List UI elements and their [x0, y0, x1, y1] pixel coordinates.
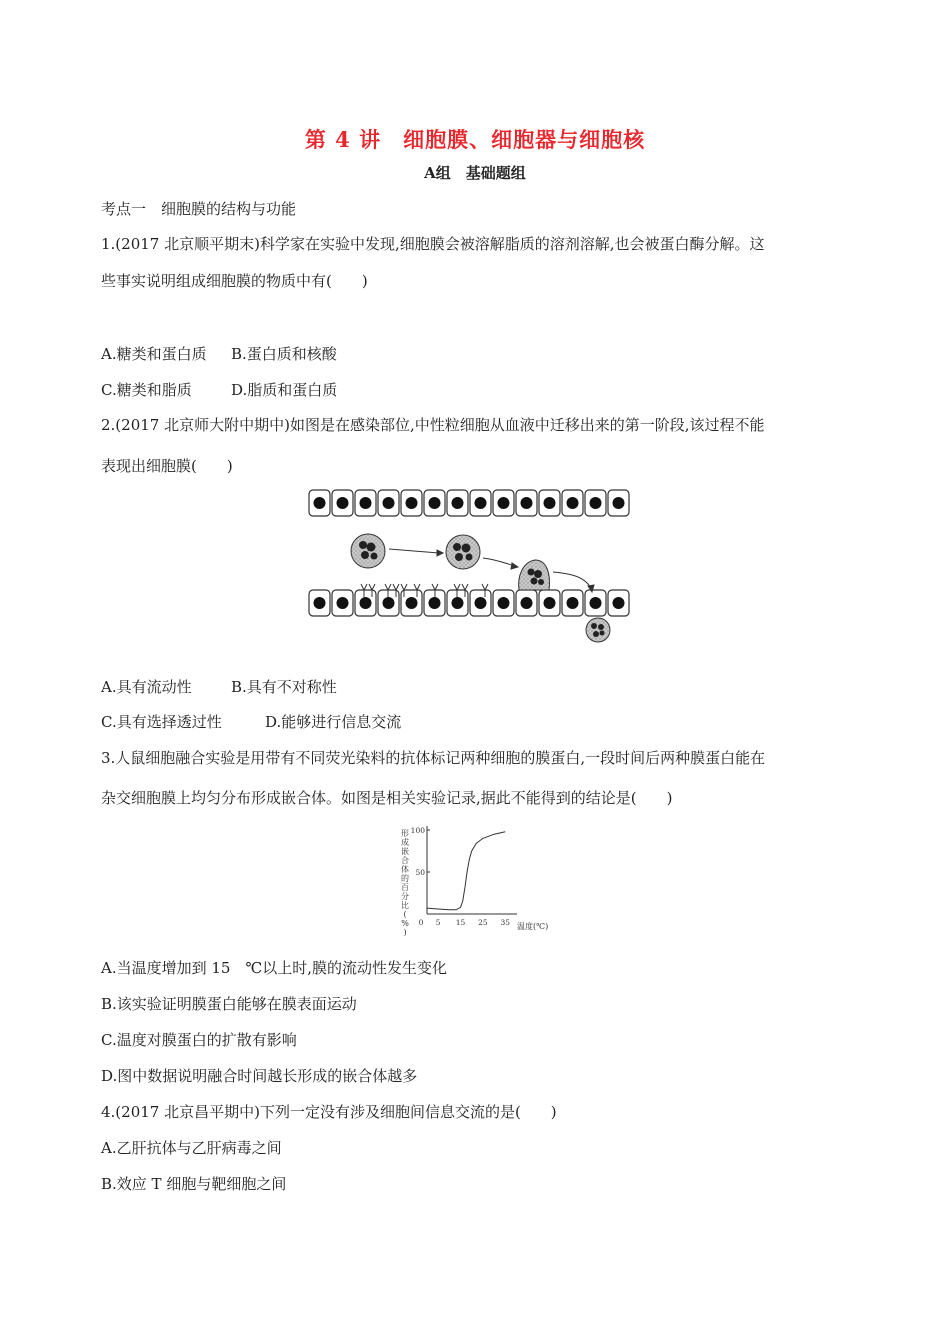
q4-stem: 4.(2017 北京昌平期中)下列一定没有涉及细胞间信息交流的是( ): [101, 1103, 557, 1121]
lower-cell-layer: [309, 590, 629, 616]
y-axis-label-char: 合: [401, 856, 409, 865]
q3-option-b: B.该实验证明膜蛋白能够在膜表面运动: [101, 995, 357, 1013]
cell-nucleus: [360, 497, 372, 509]
neutrophil-2: [446, 535, 480, 569]
group-title: A组 基础题组: [424, 164, 526, 182]
y-axis-label-char: 百: [401, 883, 409, 892]
cell-nucleus: [521, 597, 533, 609]
cell-nucleus: [337, 597, 349, 609]
q4-option-b: B.效应 T 细胞与靶细胞之间: [101, 1175, 287, 1193]
cell-nucleus: [544, 497, 556, 509]
q2-option-a: A.具有流动性: [101, 678, 192, 696]
cell-nucleus: [314, 597, 326, 609]
cell-nucleus: [314, 497, 326, 509]
cell-nucleus: [475, 597, 487, 609]
q1-option-b: B.蛋白质和核酸: [231, 345, 337, 363]
upper-cell-layer: [309, 490, 629, 516]
cell-nucleus: [406, 597, 418, 609]
y-axis-label: [401, 829, 409, 936]
cell-nucleus: [567, 497, 579, 509]
y-axis-label-char: 分: [401, 892, 409, 901]
section-heading: 考点一 细胞膜的结构与功能: [101, 200, 297, 218]
q1-option-d: D.脂质和蛋白质: [231, 381, 338, 399]
cell-nucleus: [498, 497, 510, 509]
y-tick-label: 50: [415, 868, 425, 877]
neutrophil-migration-figure: [307, 486, 643, 646]
cell-nucleus: [337, 497, 349, 509]
cell-nucleus: [475, 497, 487, 509]
q3-stem-line2: 杂交细胞膜上均匀分布形成嵌合体。如图是相关实验记录,据此不能得到的结论是( ): [101, 789, 673, 807]
q1-stem-line1: 1.(2017 北京顺平期末)科学家在实验中发现,细胞膜会被溶解脂质的溶剂溶解,也会被蛋白酶分解。这: [101, 235, 765, 253]
cell-nucleus: [613, 497, 625, 509]
q2-option-b: B.具有不对称性: [231, 678, 337, 696]
q3-option-c: C.温度对膜蛋白的扩散有影响: [101, 1031, 297, 1049]
fusion-chart: [387, 818, 557, 936]
cell-nucleus: [590, 497, 602, 509]
cell-nucleus: [360, 597, 372, 609]
neutrophil-1: [351, 534, 385, 568]
x-tick-label: 5: [435, 918, 441, 927]
cell-nucleus: [452, 597, 464, 609]
q4-option-a: A.乙肝抗体与乙肝病毒之间: [101, 1139, 282, 1157]
q2-stem-line2: 表现出细胞膜( ): [101, 457, 233, 475]
x-tick-label: 15: [455, 918, 466, 927]
q1-option-a: A.糖类和蛋白质: [101, 345, 207, 363]
q2-option-c: C.具有选择透过性: [101, 713, 222, 731]
y-axis-label-char: %: [401, 919, 409, 928]
q1-stem-line2: 些事实说明组成细胞膜的物质中有( ): [101, 272, 368, 290]
y-axis-label-char: 嵌: [401, 847, 409, 856]
y-axis-label-char: ): [403, 928, 407, 936]
y-axis-label-char: 的: [401, 874, 409, 883]
q2-stem-line1: 2.(2017 北京师大附中期中)如图是在感染部位,中性粒细胞从血液中迁移出来的第一阶段,该过程不能: [101, 416, 765, 434]
cell-nucleus: [452, 497, 464, 509]
q2-option-d: D.能够进行信息交流: [265, 713, 402, 731]
neutrophil-4-exited: [586, 618, 610, 642]
cell-nucleus: [383, 597, 395, 609]
cell-nucleus: [406, 497, 418, 509]
q1-option-c: C.糖类和脂质: [101, 381, 192, 399]
x-tick-label: 35: [500, 918, 511, 927]
cell-nucleus: [613, 597, 625, 609]
x-tick-label: 25: [478, 918, 488, 927]
cell-nucleus: [544, 597, 556, 609]
cell-nucleus: [383, 497, 395, 509]
y-axis-label-char: (: [403, 910, 407, 919]
y-axis-label-char: 比: [401, 901, 409, 910]
cell-nucleus: [498, 597, 510, 609]
y-axis-label-char: 体: [401, 865, 409, 874]
cell-nucleus: [429, 497, 441, 509]
neutrophil-3-flattening: [519, 560, 550, 590]
y-axis-label-char: 成: [401, 838, 409, 847]
q3-option-d: D.图中数据说明融合时间越长形成的嵌合体越多: [101, 1067, 418, 1085]
cell-nucleus: [567, 597, 579, 609]
series-line: [427, 832, 505, 910]
cell-nucleus: [429, 597, 441, 609]
q3-option-a: A.当温度增加到 15 ℃以上时,膜的流动性发生变化: [101, 959, 448, 977]
x-axis-label: 温度(℃): [517, 922, 549, 931]
page-title: 第 4 讲 细胞膜、细胞器与细胞核: [304, 127, 646, 152]
q3-stem-line1: 3.人鼠细胞融合实验是用带有不同荧光染料的抗体标记两种细胞的膜蛋白,一段时间后两种膜蛋白能在: [101, 749, 766, 767]
cell-nucleus: [590, 597, 602, 609]
cell-nucleus: [521, 497, 533, 509]
y-axis-label-char: 形: [401, 829, 409, 838]
y-tick-label: 100: [410, 826, 425, 835]
x-tick-label: 0: [418, 918, 424, 927]
